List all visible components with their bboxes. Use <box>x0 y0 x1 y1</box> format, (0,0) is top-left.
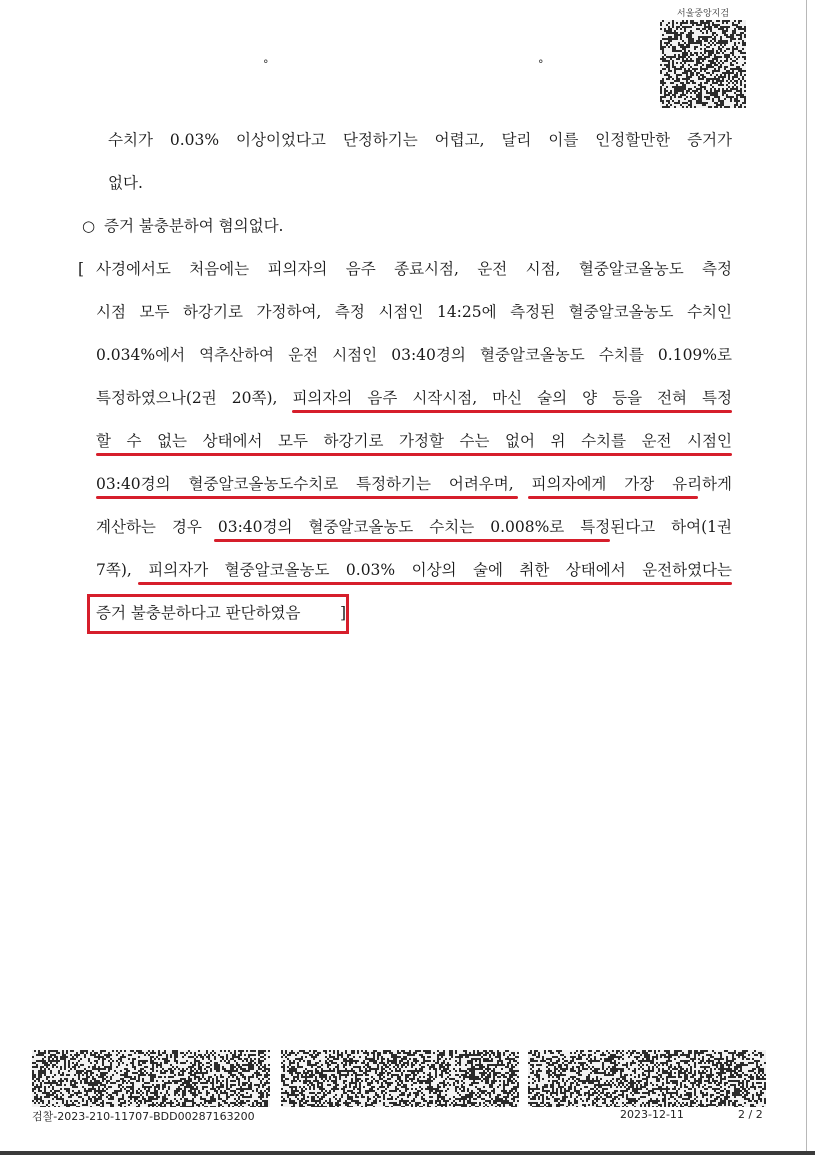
document-number: 검찰-2023-210-11707-BDD00287163200 <box>32 1110 255 1123</box>
opening-bracket: [ <box>78 260 85 278</box>
text-line: 계산하는 경우 03:40경의 혈중알코올농도 수치는 0.008%로 특정된다고 하여(1권 <box>96 518 732 536</box>
scan-mark: ° <box>538 58 544 71</box>
text-line: 증거 불충분하다고 판단하였음 <box>96 604 301 622</box>
text-line: 시점 모두 하강기로 가정하여, 측정 시점인 14:25에 측정된 혈중알코올농도 수치인 <box>96 303 732 321</box>
highlight-underline <box>292 410 732 413</box>
page-edge <box>806 0 807 1155</box>
text-line: 7쪽), 피의자가 혈중알코올농도 0.03% 이상의 술에 취한 상태에서 운전하였다는 <box>96 561 732 579</box>
page-number: 2 / 2 <box>738 1108 763 1121</box>
document-date: 2023-12-11 <box>620 1108 684 1121</box>
text-line: 증거 불충분하여 혐의없다. <box>104 217 284 235</box>
highlight-underline <box>214 539 610 542</box>
barcode-image <box>32 1050 270 1107</box>
text-line: 할 수 없는 상태에서 모두 하강기로 가정할 수는 없어 위 수치를 운전 시점인 <box>96 432 732 450</box>
barcode-image <box>281 1050 519 1107</box>
text-line: 없다. <box>108 174 143 192</box>
office-stamp-label: 서울중앙지검 <box>676 9 730 19</box>
highlight-underline <box>96 453 732 456</box>
bullet-circle: ○ <box>82 217 96 235</box>
closing-bracket: ] <box>340 604 347 622</box>
highlight-underline <box>528 496 698 499</box>
text-line: 사경에서도 처음에는 피의자의 음주 종료시점, 운전 시점, 혈중알코올농도 측정 <box>96 260 732 278</box>
barcode-image <box>528 1050 766 1107</box>
scan-mark: ° <box>263 58 269 71</box>
text-line: 03:40경의 혈중알코올농도수치로 특정하기는 어려우며, 피의자에게 가장 유리하게 <box>96 475 732 493</box>
page-bottom-edge <box>0 1151 815 1155</box>
highlight-underline <box>138 582 732 585</box>
highlight-box <box>87 594 349 634</box>
highlight-underline <box>96 496 518 499</box>
text-line: 0.034%에서 역추산하여 운전 시점인 03:40경의 혈중알코올농도 수치를 0.109%로 <box>96 346 732 364</box>
text-line: 수치가 0.03% 이상이었다고 단정하기는 어렵고, 달리 이를 인정할만한 증거가 <box>108 131 732 149</box>
qr-code-icon <box>660 20 746 108</box>
text-line: 특정하였으나(2권 20쪽), 피의자의 음주 시작시점, 마신 술의 양 등을 전혀 특정 <box>96 389 732 407</box>
